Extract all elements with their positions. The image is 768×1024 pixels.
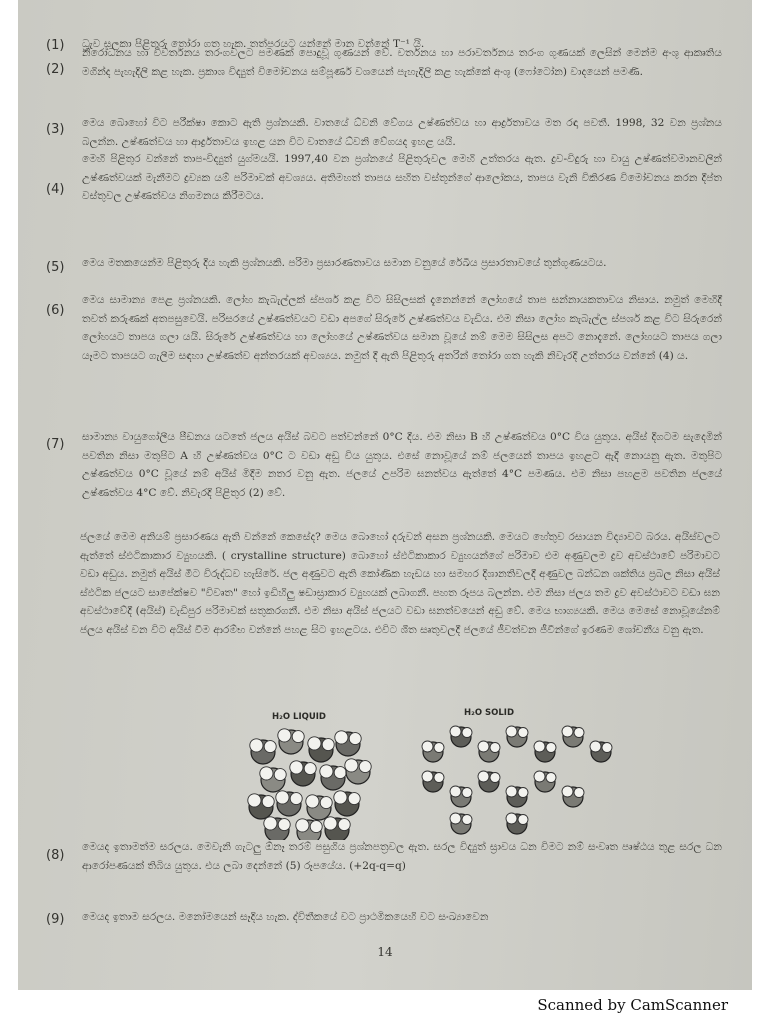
item-number: (4) (46, 182, 65, 197)
item-text: මෙයද ඉතාම සරලය. මනෝමයෙන් සෑදිය හැක. ද්විතීකයේ වට ප්‍රාථමිකයෙහි වට සංඛ්‍යාවෙන (82, 911, 489, 923)
item-7-explanation: ජලයේ මෙම අනියම් ප්‍රසාරණය ඇති වන්නේ කෙසේද? මෙය බොහෝ දරුවන් අසන ප්‍රශ්නයකි. මෙයට හේතුව රසායන විද්‍යාවට බරය. අයිස්වලට ඇත්තේ ස්ඵටිකාකාර ව්‍යුහයකි. ( crystalline structure) බොහෝ ස්ඵටිකාකාර ව්‍යුහයන්ගේ පරිමාව එම අණුවලම ද්‍රව අවස්ථාවේ පරිමාවට වඩා අඩුය. නමුත් අයිස් මීට විරුද්ධව හැසිරේ. ජල අණුවට ඇති කෝණික හැඩය හා සමහර දිශානතිවලදී අණුවල බන්ධන ශක්තිය ප්‍රබල නිසා අයිස් ස්ඵටික ජලයට සාපේක්ෂව "විවෘත" හෝ ඉඩිහිලු ෂඩාස්‍රාකාර ව්‍යුහයක් ලබාගනී. පහත රූපය බලන්න. එම නිසා ජලය තම ද්‍රව අවස්ථාවට වඩා ඝන අවස්ථාවේදී (අයිස්) වැඩිපුර පරිමාවක් සතුකරගනී. එම නිසා අයිස් ජලයට වඩා ඝනත්වයෙන් අඩු වේ. මෙය භාග්‍යයකි. මෙය මෙසේ නොවූයේනම් ජලය අයිස් වන විට අයිස් වීම ආරම්භ වන්නේ පහළ සිට ඉහළටය. එවිට ශීත සෘතුවලදී ජලයේ ජීවත්වන ජීවීන්ගේ ඉරණම ශෝචනීය වනු ඇත. (80, 531, 720, 636)
item-text: මෙය මතකයෙන්ම පිළිතුරු දිය හැකි ප්‍රශ්නයකි. පරිමා ප්‍රසාරණතාවය සමාන වනුයේ රේඛීය ප්‍රසාරතාවයේ තුන්ගුණයටය. (82, 257, 607, 269)
solid-label: H₂O SOLID (464, 708, 515, 718)
item-number: (2) (46, 62, 65, 77)
scanned-page-photo (18, 0, 752, 990)
item-text: මෙහි පිළිතුර වන්නේ තාප-විද්‍යුත් යුග්මයයි. 1997,40 වන ප්‍රශ්නයේ පිළිතුරුවල මෙහි උත්තරය ඇත. ද්‍රව-විදුරු හා වායු උෂ්ණත්වමානවලින් උෂ්ණත්වයක් මැනීමට ද්‍රව්‍යක යම් පරිමාවක් අවශ්‍යය. අතිමහත් තාපය සහිත වස්තූන්ගේ ආලෝකය, තාපය වැනි විකිරණ විමෝචනය කරන දීප්ත වස්තුවල උෂ්ණත්වය නිගමනය කිරීමටය. (82, 153, 722, 202)
item-number: (3) (46, 122, 65, 137)
item-text: මෙය සාමාන්‍ය පෙළ ප්‍රශ්නයකි. ලෝහ කැබැල්ලක් ස්පර්ශ කළ විට සිසිලසක් දැනෙන්නේ ලෝහයේ තාප සන්නායකතාවය නිසාය. නමුත් මෙහිදී තවත් කරුණක් අතපසුවෙයි. පරිසරයේ උෂ්ණත්වයට වඩා අපගේ සිරුරේ උෂ්ණත්වය වැඩිය. එම නිසා ලෝහ කැබැල්ල ස්පර්ශ කළ විට සිරුරෙන් ලෝහයට තාපය ගලා යයි. සිරුරේ උෂ්ණත්වය හා ලෝහයේ උෂ්ණත්වය සමාන වූයේ නම් මෙම සිසිලස අපට නොදැනේ. ලෝහයට තාපය ගලා යෑමට තාපයට ගැලීම සඳහා උෂ්ණත්ව අන්තරයක් අවශ්‍යය. නමුත් දී ඇති පිළිතුරු අතරින් තෝරා ගත හැකි නිවැරදි උත්තරය වන්නේ (4) ය. (82, 294, 722, 362)
liquid-cluster (248, 729, 371, 840)
item-number: (1) (46, 38, 65, 53)
scanner-watermark: Scanned by CamScanner (537, 996, 728, 1014)
water-molecule-figure (233, 712, 623, 840)
page-number: 14 (377, 945, 393, 959)
item-number: (6) (46, 303, 65, 318)
item-number: (7) (46, 437, 65, 452)
item-text: මෙයද ඉතාමත්ම සරලය. මෙවැනි ගැටලු ඕනෑ තරම් පසුගිය ප්‍රශ්නපත්‍රවල ඇත. සරල විද්‍යුත් ස්‍රාවය ධන විමට නම් සංවෘත පෘෂ්ඨය තුළ සරල ධන ආරෝපණයක් තිබිය යුතුය. එය ලබා දෙන්නේ (5) රූපයේය. (+2q-q=q) (82, 841, 722, 872)
solid-lattice (422, 726, 612, 834)
item-number: (9) (46, 912, 65, 927)
item-text: මෙය බොහෝ විට පරීක්ෂා කොට ඇති ප්‍රශ්නයකි. වාතයේ ධ්වනි වේගය උෂ්ණත්වය හා ආර්ද්‍රතාවය මත රඳා පවතී. 1998, 32 වන ප්‍රශ්නය බලන්න. උෂ්ණත්වය හා ආර්ද්‍රතාවය ඉහළ යන විට වාතයේ ධ්වනි වේගයද ඉහළ යයි. (82, 117, 722, 148)
item-text: සාමාන්‍ය වායුගෝලීය පීඩනය යටතේ ජලය අයිස් බවට පත්වන්නේ 0°C දීය. එම නිසා B හි උෂ්ණත්වය 0°C විය යුතුය. අයිස් දිගටම සැදෙමින් පවතින නිසා මතුපිට A හි උෂ්ණත්වය 0°C ට වඩා අඩු විය යුතුය. එසේ නොවූයේ නම් ජලයෙන් තාපය ඉහළට ඇදී නොයනු ඇත. මතුපිට උෂ්ණත්වය 0°C වූයේ නම් අයිස් මිදීම නතර වනු ඇත. ජලයේ උපරිම ඝනත්වය ඇත්තේ 4°C පමණය. එම නිසා පහළම පවතින ජලයේ උෂ්ණත්වය 4°C වේ. නිවැරදි පිළිතුර (2) වේ. (82, 431, 722, 499)
item-text: ධ්‍රැව සලකා පිළිතුරු තෝරා ගත හැක. තත්පරයට යන්නේ මාන වන්නේ T⁻¹ යි. (82, 38, 425, 50)
item-number: (8) (46, 848, 65, 863)
item-text: නිරෝධනය හා විවර්තනය තරංගවලට පමණක් පොදුවූ ගුණයන් වේ. වර්තනය හා පරාවර්තනය තරංග ගුණයක් ලෙසින් මෙන්ම අංශු ආකෘතිය මගින්ද පැහැදිලි කළ හැක. ප්‍රකාශ විද්‍යුත් විමෝචනය සම්පූර්ණ වශයෙන් පැහැදිලි කළ හැක්කේ අංශු (ෆෝටෝන) වාදයෙන් පමණි. (82, 47, 722, 78)
liquid-label: H₂O LIQUID (272, 712, 326, 722)
item-number: (5) (46, 260, 65, 275)
